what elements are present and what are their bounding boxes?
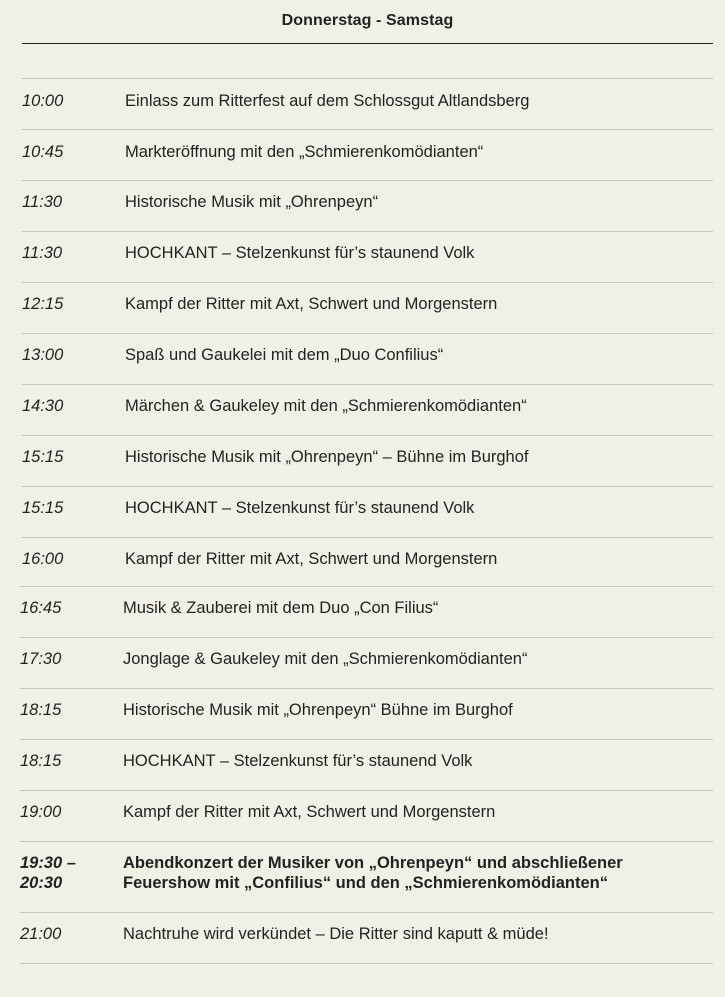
event-time: 10:45 — [22, 143, 64, 161]
event-time: 11:30 — [22, 244, 63, 262]
event-description: Markteröffnung mit den „Schmierenkomödianten“ — [125, 143, 484, 161]
schedule-row — [20, 688, 713, 739]
event-time-end: 20:30 — [20, 874, 63, 892]
event-time: 21:00 — [20, 925, 62, 943]
event-time: 11:30 — [22, 193, 63, 211]
schedule-row — [22, 282, 713, 333]
event-description: Musik & Zauberei mit dem Duo „Con Filius“ — [123, 599, 439, 617]
event-time: 12:15 — [22, 295, 64, 313]
event-time: 15:15 — [22, 448, 64, 466]
schedule-row — [20, 739, 713, 790]
event-description: Spaß und Gaukelei mit dem „Duo Confilius“ — [125, 346, 444, 364]
event-time: 18:15 — [20, 752, 62, 770]
event-time: 18:15 — [20, 701, 62, 719]
schedule-row — [20, 912, 713, 964]
schedule-row — [22, 231, 713, 282]
event-time-start: 19:30 – — [20, 854, 76, 872]
event-time: 10:00 — [22, 92, 64, 110]
event-description: HOCHKANT – Stelzenkunst für’s staunend Volk — [123, 752, 473, 770]
event-time: 17:30 — [20, 650, 62, 668]
event-time: 16:00 — [22, 550, 64, 568]
event-description-line1: Abendkonzert der Musiker von „Ohrenpeyn“ und abschließener — [123, 854, 623, 872]
event-description: Jonglage & Gaukeley mit den „Schmierenkomödianten“ — [123, 650, 528, 668]
event-time: 19:00 — [20, 803, 62, 821]
event-description: Historische Musik mit „Ohrenpeyn“ – Bühne im Burghof — [125, 448, 529, 466]
schedule-row — [22, 180, 713, 231]
event-description: Historische Musik mit „Ohrenpeyn“ — [125, 193, 379, 211]
event-description: Märchen & Gaukeley mit den „Schmierenkomödianten“ — [125, 397, 527, 415]
schedule-row — [20, 637, 713, 688]
event-time: 13:00 — [22, 346, 64, 364]
schedule-header — [22, 0, 713, 44]
event-description: Einlass zum Ritterfest auf dem Schlossgut Altlandsberg — [125, 92, 530, 110]
schedule-row — [22, 435, 713, 486]
schedule-row — [22, 129, 713, 180]
schedule-row — [20, 586, 713, 637]
event-description: HOCHKANT – Stelzenkunst für’s staunend Volk — [125, 499, 475, 517]
schedule-row — [20, 790, 713, 841]
schedule-title: Donnerstag - Samstag — [281, 12, 454, 29]
event-description: HOCHKANT – Stelzenkunst für’s staunend Volk — [125, 244, 475, 262]
event-description: Historische Musik mit „Ohrenpeyn“ Bühne im Burghof — [123, 701, 513, 719]
event-description: Kampf der Ritter mit Axt, Schwert und Morgenstern — [125, 550, 498, 568]
schedule-row — [22, 537, 713, 586]
event-description: Kampf der Ritter mit Axt, Schwert und Morgenstern — [125, 295, 498, 313]
event-description: Kampf der Ritter mit Axt, Schwert und Morgenstern — [123, 803, 496, 821]
schedule-row — [22, 78, 713, 129]
event-time: 14:30 — [22, 397, 64, 415]
event-time: 15:15 — [22, 499, 64, 517]
schedule-row-highlight — [20, 841, 713, 912]
schedule-row — [22, 486, 713, 537]
event-description: Nachtruhe wird verkündet – Die Ritter sind kaputt & müde! — [123, 925, 549, 943]
event-time: 16:45 — [20, 599, 62, 617]
schedule-row — [22, 384, 713, 435]
schedule-row — [22, 333, 713, 384]
event-description-line2: Feuershow mit „Confilius“ und den „Schmierenkomödianten“ — [123, 874, 608, 892]
